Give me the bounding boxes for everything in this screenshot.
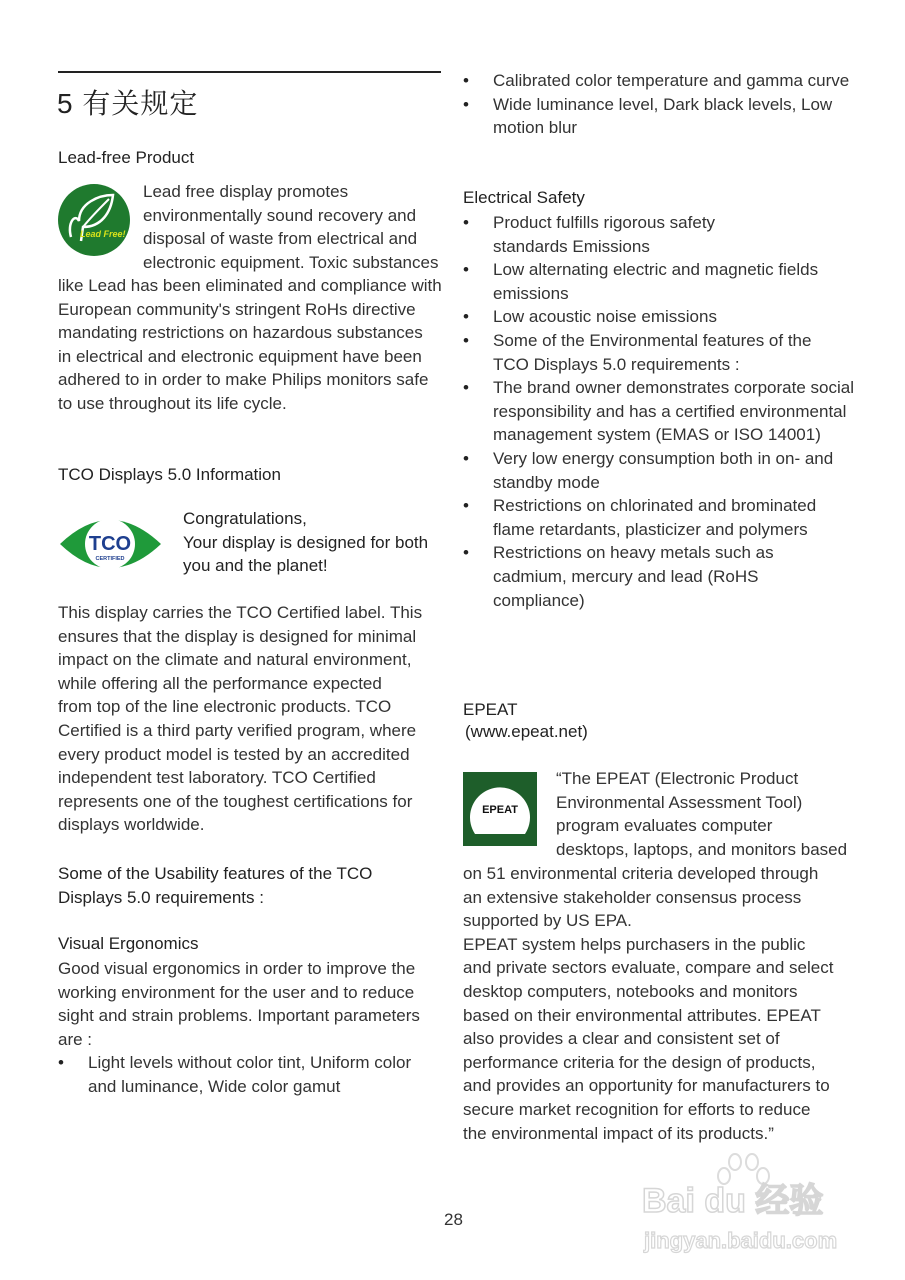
list-item: • Wide luminance level, Dark black levels, Low motion blur [463, 93, 853, 140]
text-line: while offering all the performance expected [58, 673, 382, 693]
text-line: performance criteria for the design of products, [463, 1052, 816, 1072]
baidu-watermark [640, 1150, 855, 1270]
text-line: supported by US EPA. [463, 911, 632, 931]
text-line: desktop computers, notebooks and monitors [463, 981, 798, 1001]
list-item: • Restrictions on heavy metals such as cadmium, mercury and lead (RoHS compliance) [463, 541, 783, 612]
text-line: the environmental impact of its products.” [463, 1123, 774, 1143]
text-line: every product model is tested by an accredited [58, 744, 410, 764]
visual-ergonomics-list-right [463, 69, 853, 140]
text-line: Your display is designed for both [183, 532, 429, 552]
page-title: 5 有关规定 [57, 88, 199, 119]
epeat-logo-text: EPEAT [482, 804, 518, 816]
list-item: • Low alternating electric and magnetic fields emissions [463, 258, 823, 305]
visual-ergonomics-list-left [58, 1051, 440, 1098]
text-line: ensures that the display is designed for minimal [58, 626, 417, 646]
text-line: Lead free display promotes [143, 182, 349, 201]
lead-free-intro [143, 180, 438, 274]
text-line: adhered to in order to make Philips monitors safe [58, 370, 429, 390]
tco-logo-subtext: CERTIFIED [95, 556, 125, 562]
text-line: are : [58, 1029, 93, 1049]
lead-free-logo-text: Lead Free! [80, 229, 126, 239]
paw-icon [718, 1154, 769, 1184]
section-rule [58, 71, 441, 73]
lead-free-logo-icon [57, 183, 131, 257]
text-line: like Lead has been eliminated and compliance with [58, 276, 442, 295]
text-line: independent test laboratory. TCO Certified [58, 768, 376, 788]
text-line: mandating restrictions on hazardous substances [58, 323, 423, 343]
watermark-url: jingyan.baidu.com [644, 1228, 838, 1253]
list-item: • Calibrated color temperature and gamma curve [463, 69, 853, 93]
text-line: impact on the climate and natural environment, [58, 650, 412, 670]
watermark-brand: Bai du 经验 [642, 1182, 824, 1220]
epeat-url-link[interactable]: (www.epeat.net) [465, 722, 588, 741]
text-line: and provides an opportunity for manufacturers to [463, 1076, 830, 1096]
list-item: • Very low energy consumption both in on- and standby mode [463, 447, 855, 494]
text-line: This display carries the TCO Certified label. This [58, 603, 423, 622]
list-item: • Restrictions on chlorinated and brominated flame retardants, plasticizer and polymers [463, 494, 833, 541]
text-line: disposal of waste from electrical and [143, 229, 418, 249]
list-item: • Low acoustic noise emissions [463, 305, 855, 329]
text-line: represents one of the toughest certifications for [58, 791, 413, 811]
electrical-safety-list [463, 211, 855, 612]
list-item: • Some of the Environmental features of the TCO Displays 5.0 requirements : [463, 329, 823, 376]
text-line: program evaluates computer [556, 816, 773, 836]
text-line: also provides a clear and consistent set of [463, 1029, 780, 1049]
text-line: “The EPEAT (Electronic Product [556, 769, 799, 788]
text-line: Good visual ergonomics in order to improve the [58, 959, 416, 978]
text-line: Congratulations, [183, 509, 307, 528]
visual-ergonomics-body [58, 957, 420, 1051]
epeat-logo-icon [463, 772, 537, 846]
epeat-title: EPEAT [463, 700, 518, 719]
text-line: to use throughout its life cycle. [58, 393, 287, 413]
tco-logo-text: TCO [88, 533, 132, 555]
text-line: in electrical and electronic equipment have been [58, 346, 422, 366]
text-line: an extensive stakeholder consensus process [463, 887, 802, 907]
epeat-intro [556, 767, 847, 861]
text-line: environmentally sound recovery and [143, 205, 417, 225]
text-line: Environmental Assessment Tool) [556, 792, 803, 812]
text-line: Displays 5.0 requirements : [58, 887, 264, 907]
text-line: desktops, laptops, and monitors based [556, 839, 848, 859]
text-line: European community's stringent RoHs directive [58, 299, 416, 319]
tco-body [58, 601, 422, 837]
list-item: • Light levels without color tint, Uniform color and luminance, Wide color gamut [58, 1051, 440, 1098]
tco-congrats [183, 507, 428, 578]
text-line: sight and strain problems. Important parameters [58, 1006, 420, 1026]
text-line: from top of the line electronic products. TCO [58, 697, 392, 717]
tco-certified-logo-icon [58, 510, 163, 578]
lead-free-title: Lead-free Product [58, 148, 195, 167]
list-item: • Product fulfills rigorous safety standards Emissions [463, 211, 793, 258]
text-line: Some of the Usability features of the TCO [58, 864, 373, 883]
text-line: EPEAT system helps purchasers in the public [463, 934, 806, 954]
usability-heading [58, 862, 372, 909]
list-item: • The brand owner demonstrates corporate social responsibility and has a certified environmental management system (EMAS or ISO 14001) [463, 376, 855, 447]
text-line: working environment for the user and to reduce [58, 982, 415, 1002]
text-line: Certified is a third party verified program, where [58, 720, 417, 740]
text-line: secure market recognition for efforts to reduce [463, 1099, 811, 1119]
text-line: displays worldwide. [58, 815, 205, 835]
tco-title: TCO Displays 5.0 Information [58, 465, 281, 484]
epeat-body [463, 862, 833, 1145]
text-line: and private sectors evaluate, compare and select [463, 958, 834, 978]
text-line: on 51 environmental criteria developed through [463, 864, 819, 883]
text-line: you and the planet! [183, 556, 328, 576]
text-line: electronic equipment. Toxic substances [143, 252, 439, 272]
electrical-safety-title: Electrical Safety [463, 188, 585, 207]
visual-ergonomics-title: Visual Ergonomics [58, 934, 199, 953]
page-number: 28 [444, 1210, 463, 1229]
text-line: based on their environmental attributes. EPEAT [463, 1005, 821, 1025]
lead-free-body [58, 274, 442, 416]
